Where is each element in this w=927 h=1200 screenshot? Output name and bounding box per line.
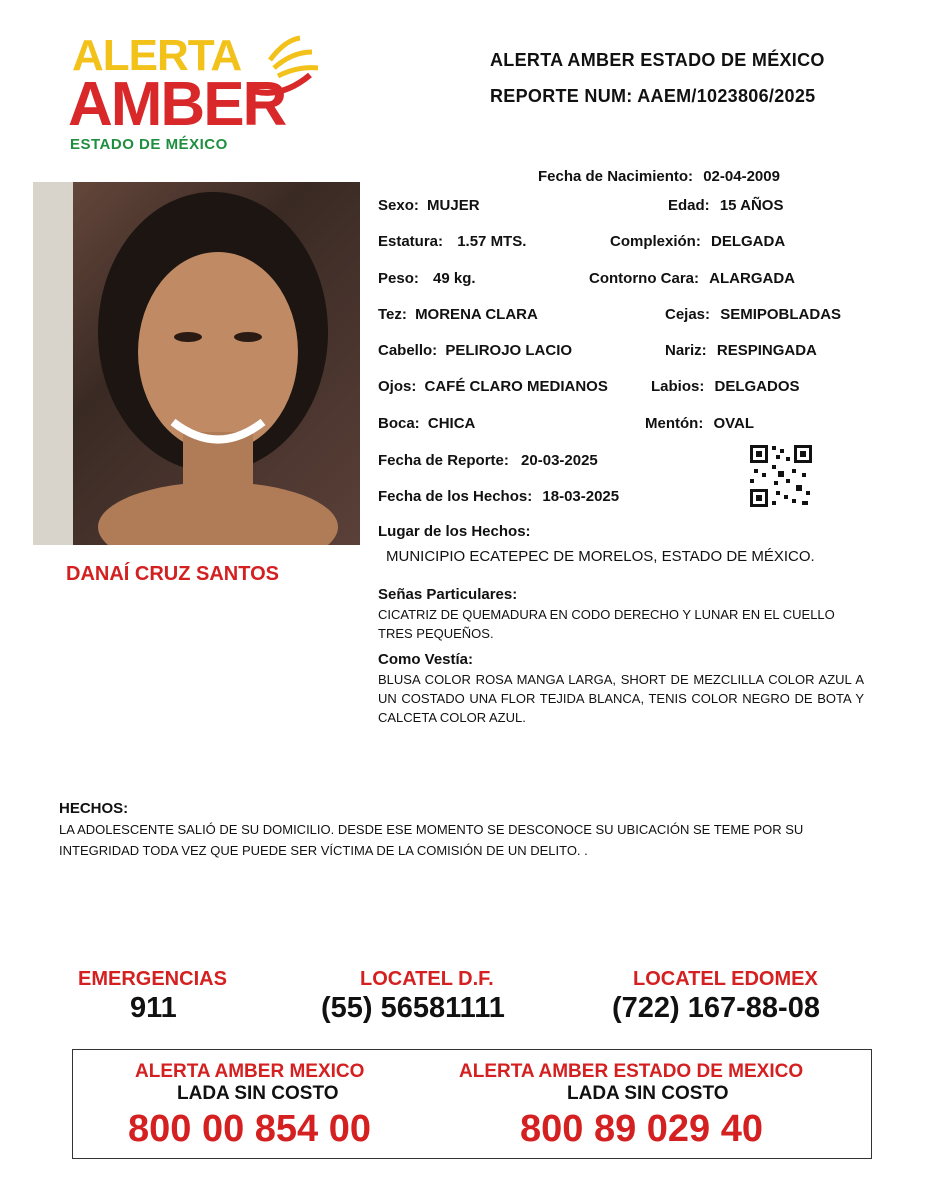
lips-value: DELGADOS [714, 378, 800, 395]
eyes-row [378, 378, 608, 395]
height-value: 1.57 MTS. [457, 233, 527, 250]
weight-value: 49 kg. [433, 270, 476, 287]
hotline-edomex-number[interactable]: 800 89 029 40 [520, 1108, 764, 1150]
clothes-value: BLUSA COLOR ROSA MANGA LARGA, SHORT DE MEZCLILLA COLOR AZUL A UN COSTADO UNA FLOR TEJIDA BLANCA, TENIS COLOR NEGRO DE BOTA Y CALCETA COLOR AZUL. [378, 672, 864, 725]
face-row [589, 270, 795, 287]
build-label: Complexión: [610, 233, 701, 250]
hotline-mx-label: ALERTA AMBER MEXICO [135, 1061, 365, 1082]
birth-value: 02-04-2009 [703, 168, 780, 185]
qr-code-icon[interactable] [748, 443, 814, 509]
marks-label: Señas Particulares: [378, 586, 518, 603]
sex-label: Sexo: [378, 197, 419, 214]
hair-row [378, 342, 572, 359]
build-value: DELGADA [711, 233, 786, 250]
eyes-value: CAFÉ CLARO MEDIANOS [424, 378, 608, 395]
person-silhouette-icon [33, 182, 360, 545]
hair-value: PELIROJO LACIO [445, 342, 573, 359]
header-title: ALERTA AMBER ESTADO DE MÉXICO [490, 50, 825, 70]
age-value: 15 AÑOS [719, 197, 784, 214]
report-date-row [378, 452, 598, 469]
sex-row [378, 197, 480, 214]
alerta-amber-logo [60, 30, 320, 160]
facts-text: LA ADOLESCENTE SALIÓ DE SU DOMICILIO. DESDE ESE MOMENTO SE DESCONOCE SU UBICACIÓN SE TEME POR SU INTEGRIDAD TODA VEZ QUE PUEDE SER VÍCTIMA DE LA COMISIÓN DE UN DELITO. . [59, 822, 804, 858]
birth-label: Fecha de Nacimiento: [538, 168, 694, 185]
emergency-number[interactable]: 911 [130, 992, 177, 1024]
lips-row [651, 378, 800, 395]
hotline-edomex-sub: LADA SIN COSTO [567, 1083, 729, 1104]
locatel-edomex-number[interactable]: (722) 167-88-08 [612, 992, 820, 1024]
event-date-value: 18-03-2025 [542, 488, 620, 505]
locatel-edomex-label: LOCATEL EDOMEX [633, 968, 818, 990]
brows-value: SEMIPOBLADAS [720, 306, 842, 323]
age-row [668, 197, 783, 214]
brows-row [665, 306, 841, 323]
clothes-label: Como Vestía: [378, 651, 474, 668]
person-name: DANAÍ CRUZ SANTOS [66, 563, 279, 585]
sex-value: MUJER [427, 197, 480, 214]
logo-amber: AMBER [68, 70, 286, 139]
face-value: ALARGADA [709, 270, 795, 287]
eyes-label: Ojos: [378, 378, 417, 395]
place-value: MUNICIPIO ECATEPEC DE MORELOS, ESTADO DE MÉXICO. [386, 548, 815, 565]
skin-value: MORENA CLARA [415, 306, 538, 323]
event-date-label: Fecha de los Hechos: [378, 488, 533, 505]
skin-label: Tez: [378, 306, 407, 323]
build-row [610, 233, 785, 250]
nose-label: Nariz: [665, 342, 707, 359]
lips-label: Labios: [651, 378, 705, 395]
logo-alerta: ALERTA [72, 31, 242, 80]
logo-estado: ESTADO DE MÉXICO [70, 136, 228, 153]
nose-row [665, 342, 817, 359]
hotline-mx-sub: LADA SIN COSTO [177, 1083, 339, 1104]
chin-row [645, 415, 754, 432]
locatel-df-number[interactable]: (55) 56581111 [321, 992, 505, 1024]
skin-row [378, 306, 538, 323]
hotline-edomex-label: ALERTA AMBER ESTADO DE MEXICO [459, 1061, 804, 1082]
marks-value: CICATRIZ DE QUEMADURA EN CODO DERECHO Y LUNAR EN EL CUELLO TRES PEQUEÑOS. [378, 607, 835, 641]
report-date-label: Fecha de Reporte: [378, 452, 509, 469]
chin-value: OVAL [713, 415, 755, 432]
weight-row [378, 270, 476, 287]
place-label: Lugar de los Hechos: [378, 523, 531, 540]
height-label: Estatura: [378, 233, 444, 250]
brows-label: Cejas: [665, 306, 711, 323]
mouth-label: Boca: [378, 415, 420, 432]
facts-label: HECHOS: [59, 800, 129, 817]
nose-value: RESPINGADA [716, 342, 817, 359]
birth-row [538, 168, 780, 185]
mouth-value: CHICA [427, 415, 476, 432]
weight-label: Peso: [378, 270, 419, 287]
report-number: REPORTE NUM: AAEM/1023806/2025 [490, 86, 816, 106]
emergency-label: EMERGENCIAS [78, 968, 227, 990]
event-date-row [378, 488, 619, 505]
hotline-box [72, 1049, 872, 1159]
hotline-mx-number[interactable]: 800 00 854 00 [128, 1108, 372, 1150]
age-label: Edad: [668, 197, 710, 214]
face-label: Contorno Cara: [589, 270, 699, 287]
height-row [378, 233, 526, 250]
chin-label: Mentón: [645, 415, 704, 432]
hair-label: Cabello: [378, 342, 438, 359]
portrait-photo [33, 182, 360, 545]
mouth-row [378, 415, 475, 432]
locatel-df-label: LOCATEL D.F. [360, 968, 494, 990]
report-date-value: 20-03-2025 [521, 452, 598, 469]
